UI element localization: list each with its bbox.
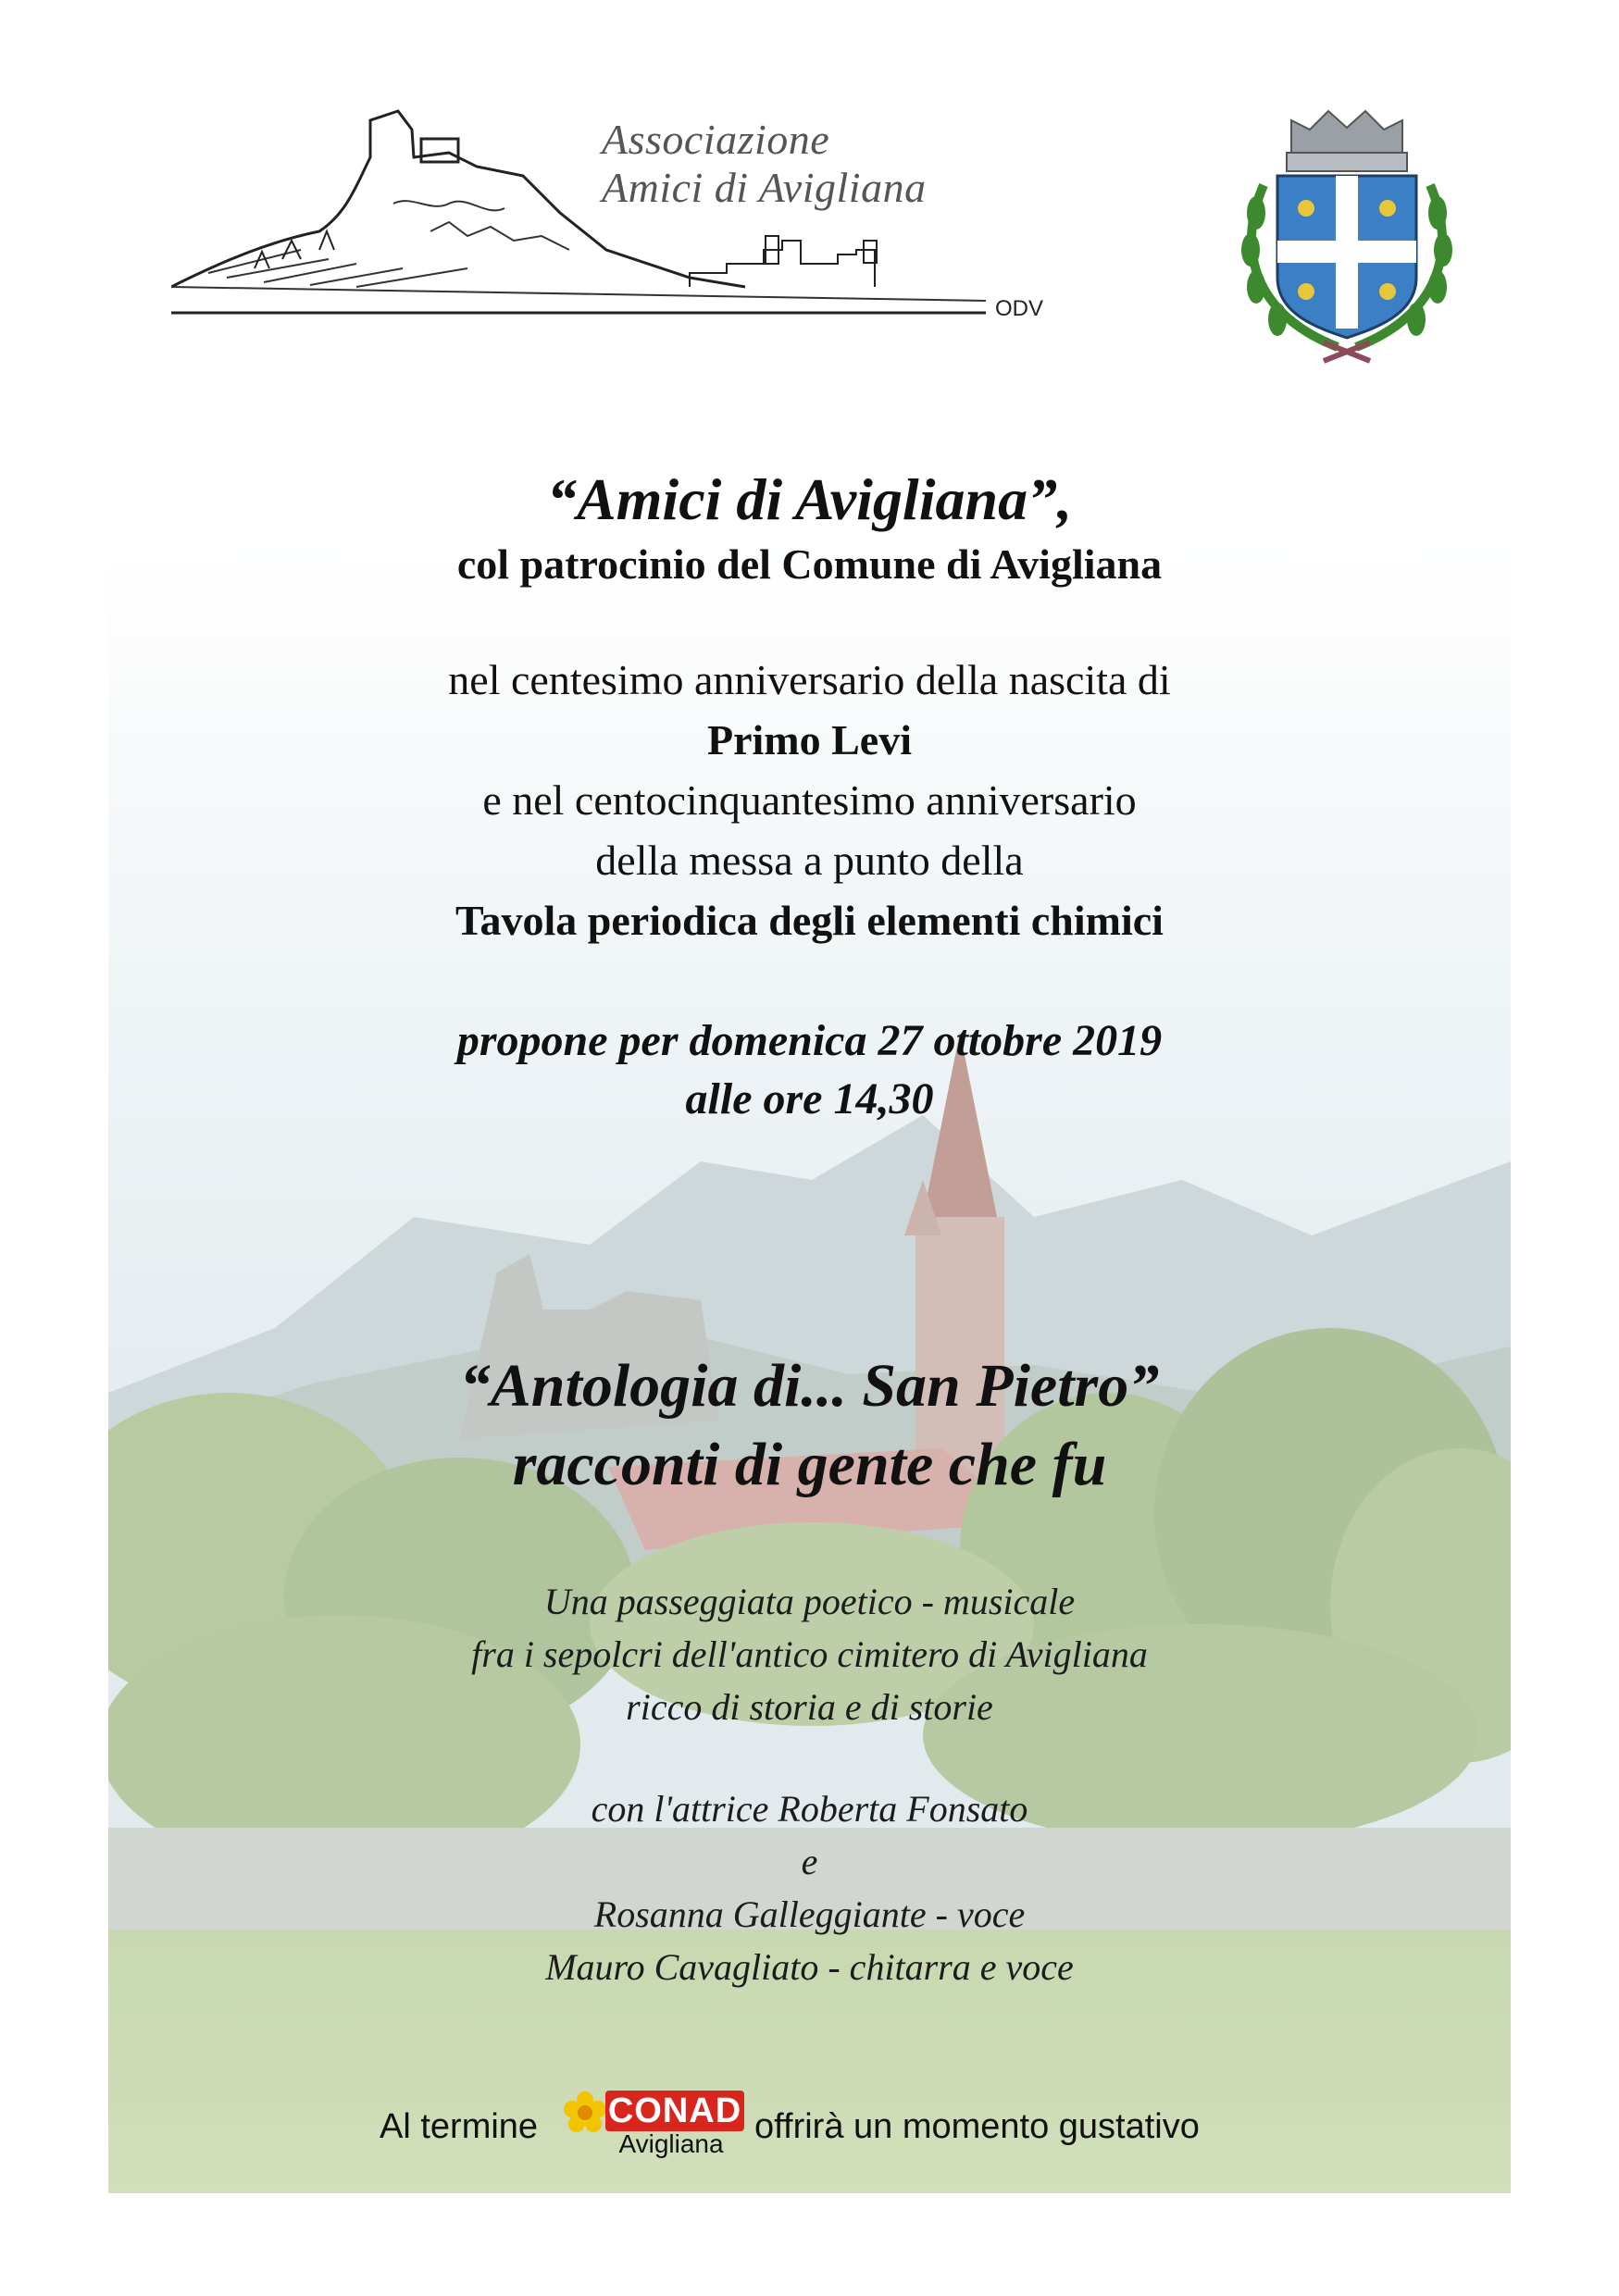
anniversary-line-1: nel centesimo anniversario della nascita di [448, 656, 1171, 703]
event-date: propone per domenica 27 ottobre 2019 [456, 1016, 1163, 1065]
description-line-1: Una passeggiata poetico - musicale [543, 1581, 1076, 1622]
primo-levi-name: Primo Levi [707, 716, 912, 763]
association-line-2: Amici di Avigliana [602, 164, 927, 211]
periodic-table-line: Tavola periodica degli elementi chimici [455, 897, 1164, 944]
patronage-line: col patrocinio del Comune di Avigliana [456, 540, 1163, 588]
event-title: “Antologia di... San Pietro” [459, 1352, 1160, 1420]
conad-brand: CONAD [605, 2091, 744, 2131]
description-line-3: ricco di storia e di storie [626, 1686, 993, 1728]
conad-logo [559, 2087, 748, 2161]
anniversary-line-2: e nel centocinquantesimo anniversario [482, 776, 1137, 824]
municipal-crest-icon [1236, 102, 1458, 370]
performer-line-3: Rosanna Galleggiante - voce [593, 1893, 1026, 1935]
footer-post-text: offrirà un momento gustativo [754, 2107, 1200, 2146]
association-name [602, 116, 927, 212]
anniversary-line-3: della messa a punto della [595, 837, 1024, 884]
footer-pre-text: Al termine [380, 2107, 539, 2146]
page-title: “Amici di Avigliana”, [546, 466, 1073, 532]
odv-label: ODV [995, 296, 1044, 321]
association-line-1: Associazione [602, 116, 830, 163]
performer-line-2: e [801, 1841, 818, 1882]
performer-line-1: con l'attrice Roberta Fonsato [591, 1788, 1028, 1830]
description-line-2: fra i sepolcri dell'antico cimitero di Avigliana [471, 1633, 1148, 1675]
event-time: alle ore 14,30 [685, 1074, 934, 1123]
conad-place: Avigliana [618, 2129, 724, 2158]
association-logo [171, 102, 1044, 333]
performer-line-4: Mauro Cavagliato - chitarra e voce [545, 1946, 1074, 1988]
event-subtitle: racconti di gente che fu [512, 1431, 1107, 1498]
footer [0, 2087, 1619, 2161]
